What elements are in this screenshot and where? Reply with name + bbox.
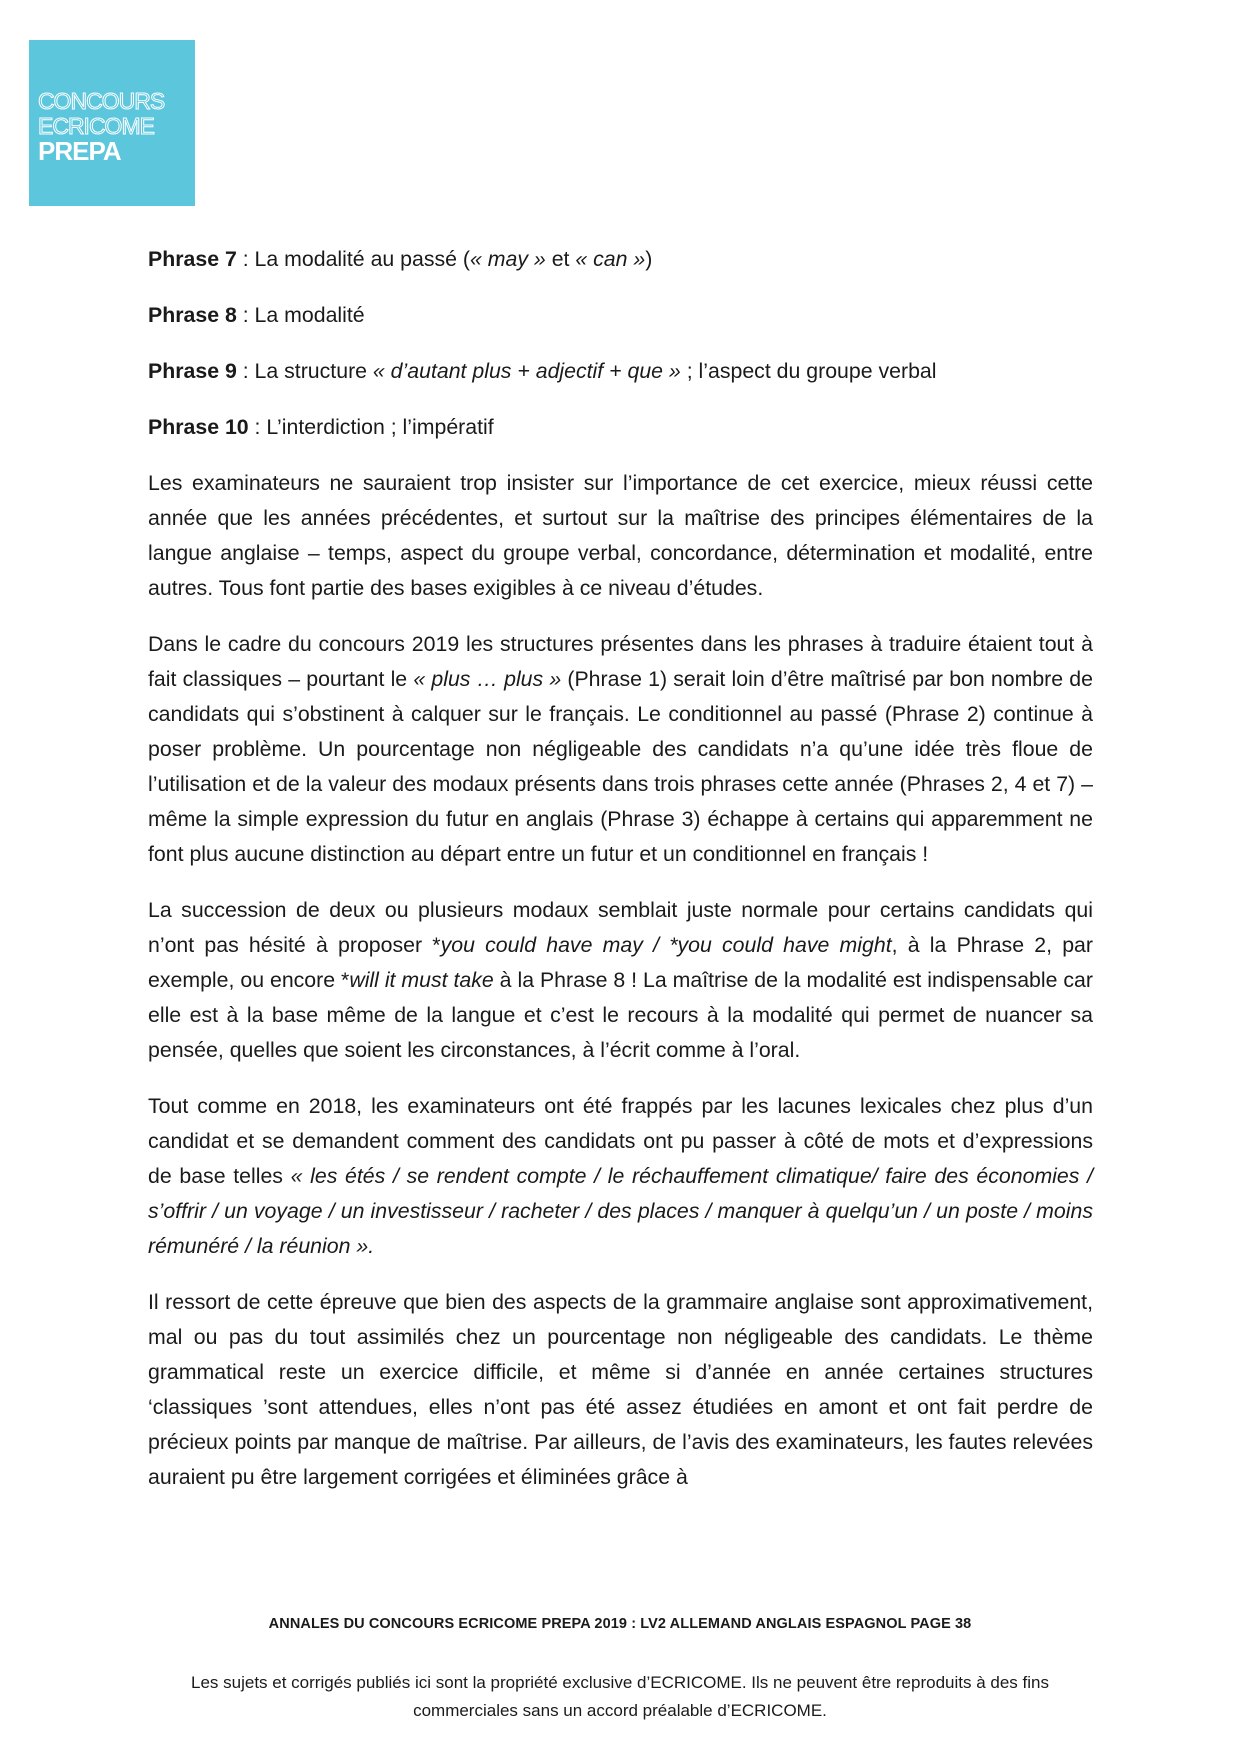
phrase-text: : La modalité xyxy=(236,303,365,327)
phrase-text: ; l’aspect du groupe verbal xyxy=(680,359,937,383)
paragraph-text: (Phrase 1) serait loin d’être maîtrisé par bon nombre de candidats qui s’obstinent à calquer sur le français. Le conditionnel au passé (Phrase 2) continue à poser problème. Un pourcentage non négligeable des candidats n’a qu’une idée très floue de l’utilisation et de la valeur des modaux présents dans trois phrases cette année (Phrases 2, 4 et 7) – même la simple expression du futur en anglais (Phrase 3) échappe à certains qui apparemment ne font plus aucune distinction au départ entre un futur et un conditionnel en français ! xyxy=(148,667,1093,866)
phrase-text: : La modalité au passé ( xyxy=(236,247,471,271)
paragraph-italic: « plus … plus » xyxy=(413,667,562,691)
phrase-7-line xyxy=(148,242,1093,277)
paragraph-italic: will it must take xyxy=(349,968,494,992)
phrase-italic: « may » xyxy=(470,247,546,271)
phrase-text: ) xyxy=(645,247,653,271)
paragraph-text: Dans le cadre du concours 2019 les structures présentes dans les phrases à traduire étaient tout à fait classiques – pourtant le xyxy=(148,632,1093,691)
phrase-italic: « d’autant plus + adjectif + que » xyxy=(372,359,681,383)
phrase-italic: « can » xyxy=(575,247,646,271)
paragraph-italic: you could have may / *you could have might xyxy=(440,933,892,957)
paragraph-text: à la Phrase 8 ! La maîtrise de la modalité est indispensable car elle est à la base même de la langue et c’est le recours à la modalité qui permet de nuancer sa pensée, quelles que soient les circonstances, à l’écrit comme à l’oral. xyxy=(148,968,1093,1062)
paragraph-modaux xyxy=(148,893,1093,1068)
paragraph-text: Tout comme en 2018, les examinateurs ont été frappés par les lacunes lexicales chez plus d’un candidat et se demandent comment des candidats ont pu passer à côté de mots et d’expressions de base telles xyxy=(148,1094,1093,1188)
phrase-10-line xyxy=(148,410,1093,445)
paragraph-conclusion: Il ressort de cette épreuve que bien des aspects de la grammaire anglaise sont approximativement, mal ou pas du tout assimilés chez un pourcentage non négligeable des candidats. Le thème grammatical reste un exercice difficile, et même si d’année en année certaines structures ‘classiques ’sont attendues, elles n’ont pas été assez étudiées en amont et ont fait perdre de précieux points par manque de maîtrise. Par ailleurs, de l’avis des examinateurs, les fautes relevées auraient pu être largement corrigées et éliminées grâce à xyxy=(148,1290,1093,1489)
phrase-8-line xyxy=(148,298,1093,333)
logo-line-prepa: PREPA xyxy=(38,136,121,166)
phrase-label: Phrase 7 xyxy=(148,247,237,271)
ecricome-logo xyxy=(29,40,195,206)
paragraph-concours-2019 xyxy=(148,627,1093,872)
phrase-text: : La structure xyxy=(236,359,373,383)
logo-line-concours: CONCOURS xyxy=(38,88,165,114)
document-body xyxy=(148,242,1093,1516)
phrase-label: Phrase 8 xyxy=(148,303,237,327)
footer-title: ANNALES DU CONCOURS ECRICOME PREPA 2019 : LV2 ALLEMAND ANGLAIS ESPAGNOL PAGE 38 xyxy=(268,1616,972,1632)
paragraph-text: La succession de deux ou plusieurs modaux semblait juste normale pour certains candidats qui n’ont pas hésité à proposer * xyxy=(148,898,1093,957)
phrase-text: : L’interdiction ; l’impératif xyxy=(248,415,494,439)
paragraph-examiners: Les examinateurs ne sauraient trop insister sur l’importance de cet exercice, mieux réussi cette année que les années précédentes, et surtout sur la maîtrise des principes élémentaires de la langue anglaise – temps, aspect du groupe verbal, concordance, détermination et modalité, entre autres. Tous font partie des bases exigibles à ce niveau d’études. xyxy=(148,471,1093,600)
footer-notice: Les sujets et corrigés publiés ici sont la propriété exclusive d’ECRICOME. Ils ne peuvent être reproduits à des fins commerciales sans un accord préalable d’ECRICOME. xyxy=(191,1673,1049,1720)
paragraph-lexical xyxy=(148,1089,1093,1264)
paragraph-text: , à la Phrase 2, par exemple, ou encore * xyxy=(148,933,1093,992)
paragraph-italic: « les étés / se rendent compte / le réchauffement climatique/ faire des économies / s’offrir / un voyage / un investisseur / racheter / des places / manquer à quelqu’un / un poste / moins rémunéré / la réunion ». xyxy=(148,1164,1093,1258)
phrase-text: et xyxy=(545,247,576,271)
logo-line-ecricome: ECRICOME xyxy=(38,113,154,139)
phrase-label: Phrase 9 xyxy=(148,359,237,383)
phrase-label: Phrase 10 xyxy=(148,415,249,439)
phrase-9-line xyxy=(148,354,1093,389)
